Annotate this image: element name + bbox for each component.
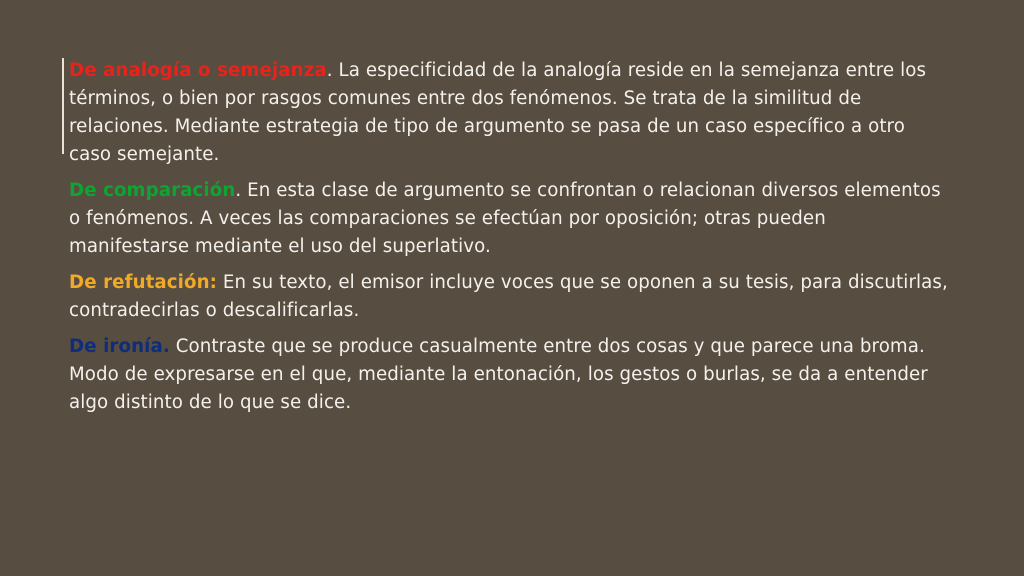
slide-body [69, 57, 949, 425]
paragraph-ironia [69, 333, 949, 417]
term-refutacion: De refutación: [69, 272, 218, 293]
accent-line [62, 58, 64, 154]
paragraph-comparacion [69, 177, 949, 261]
text-refutacion: En su texto, el emisor incluye voces que se oponen a su tesis, para discutirlas, contradecirlas o descalificarlas. [69, 272, 948, 321]
paragraph-refutacion [69, 269, 949, 325]
text-ironia: Contraste que se produce casualmente entre dos cosas y que parece una broma. Modo de expresarse en el que, mediante la entonación, los gestos o burlas, se da a entender algo distinto de lo que se dice. [69, 336, 928, 413]
term-comparacion: De comparación [69, 180, 236, 201]
text-comparacion: . En esta clase de argumento se confrontan o relacionan diversos elementos o fenómenos. A veces las comparaciones se efectúan por oposición; otras pueden manifestarse mediante el uso del superlativo. [69, 180, 941, 257]
text-analogia: . La especificidad de la analogía reside en la semejanza entre los términos, o bien por rasgos comunes entre dos fenómenos. Se trata de la similitud de relaciones. Mediante estrategia de tipo de argumento se pasa de un caso específico a otro caso semejante. [69, 60, 927, 165]
paragraph-analogia [69, 57, 949, 169]
term-ironia: De ironía. [69, 336, 170, 357]
term-analogia: De analogía o semejanza [69, 60, 327, 81]
